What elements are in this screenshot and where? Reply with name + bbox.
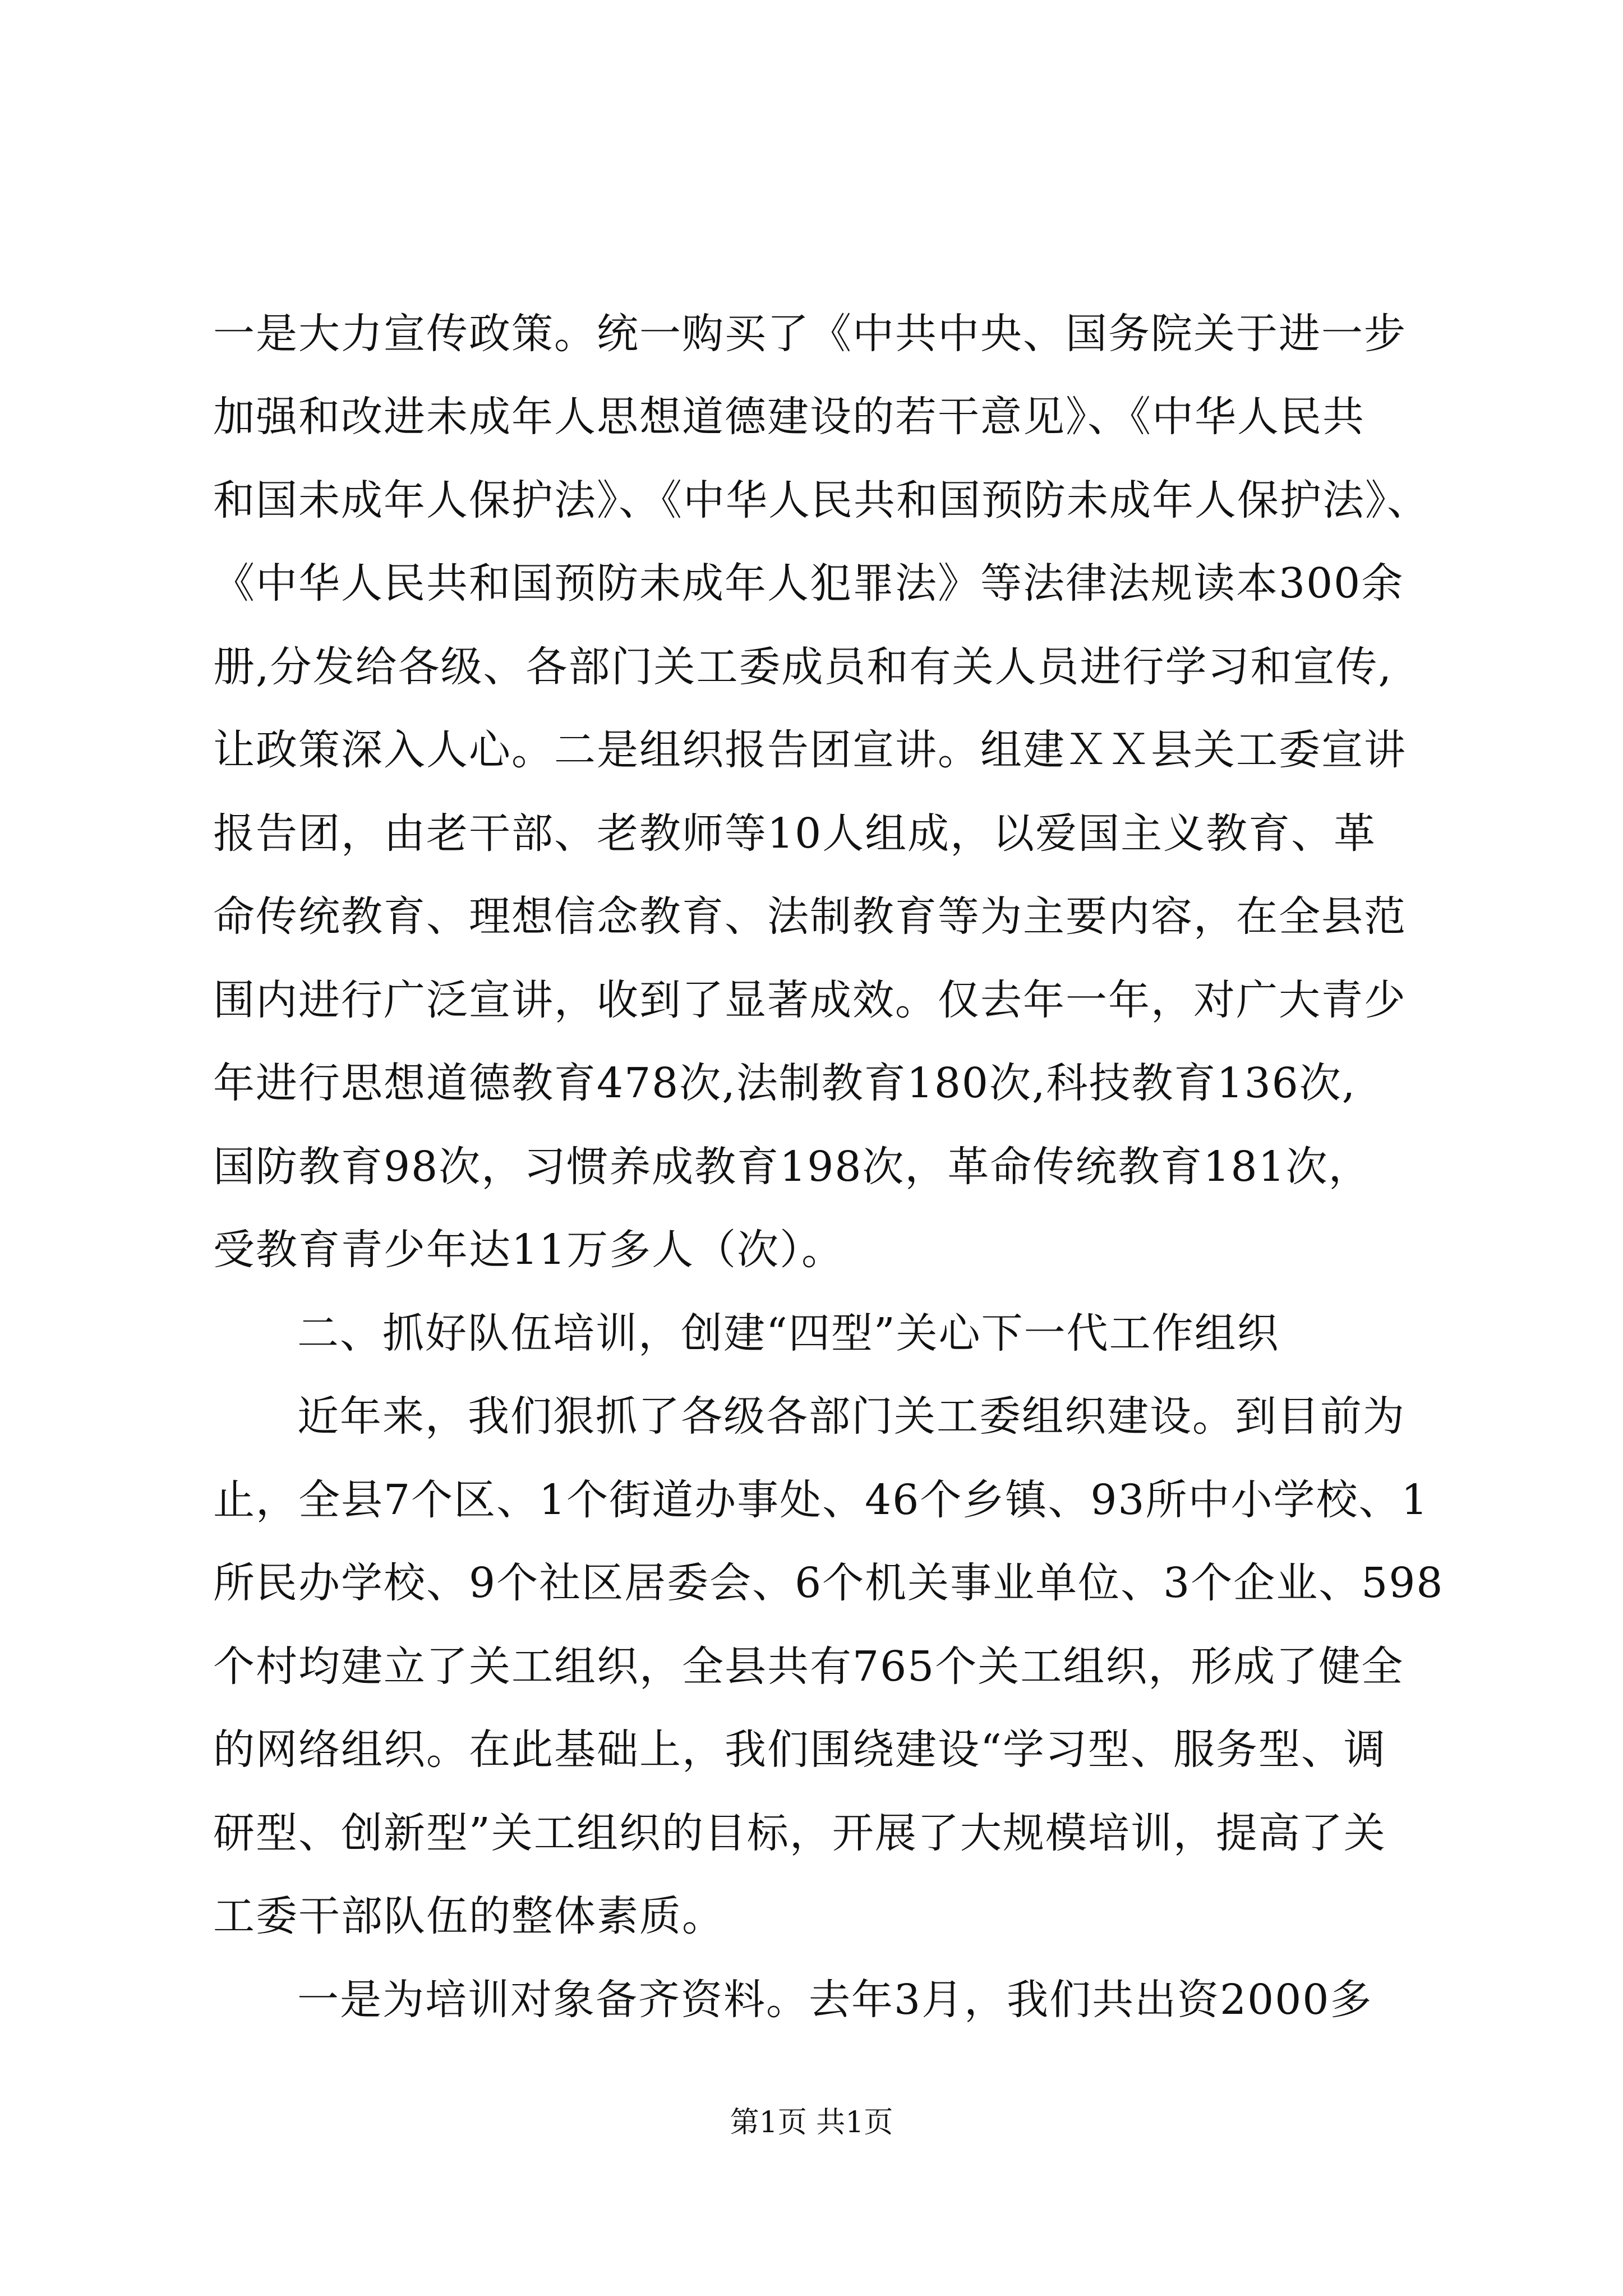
body-line: 让政策深入人心。二是组织报告团宣讲。组建ＸＸ县关工委宣讲 (213, 726, 1407, 774)
body-line: 围内进行广泛宣讲，收到了显著成效。仅去年一年，对广大青少 (213, 976, 1407, 1024)
paragraph-first-line: 近年来，我们狠抓了各级各部门关工委组织建设。到目前为 (297, 1392, 1405, 1441)
body-line: 研型、创新型”关工组织的目标，开展了大规模培训，提高了关 (213, 1809, 1386, 1857)
paragraph-first-line: 一是为培训对象备齐资料。去年3月，我们共出资2000多 (297, 1976, 1373, 2024)
body-line: 国防教育98次，习惯养成教育198次，革命传统教育181次， (213, 1143, 1371, 1191)
body-line: 所民办学校、9个社区居委会、6个机关事业单位、3个企业、598 (213, 1559, 1444, 1607)
body-line: 工委干部队伍的整体素质。 (213, 1892, 725, 1940)
body-line: 的网络组织。在此基础上，我们围绕建设“学习型、服务型、调 (213, 1726, 1386, 1774)
page-number-footer: 第1页 共1页 (730, 2106, 893, 2139)
body-line: 《中华人民共和国预防未成年人犯罪法》等法律法规读本300余 (213, 559, 1404, 608)
body-line: 报告团，由老干部、老教师等10人组成，以爱国主义教育、革 (213, 809, 1377, 858)
body-line: 止，全县7个区、1个街道办事处、46个乡镇、93所中小学校、1 (213, 1476, 1429, 1524)
section-heading: 二、抓好队伍培训，创建“四型”关心下一代工作组织 (297, 1309, 1280, 1358)
body-line: 命传统教育、理想信念教育、法制教育等为主要内容，在全县范 (213, 892, 1407, 941)
body-line: 受教育青少年达11万多人（次）。 (213, 1226, 845, 1274)
body-line: 一是大力宣传政策。统一购买了《中共中央、国务院关于进一步 (213, 310, 1407, 358)
body-line: 册,分发给各级、各部门关工委成员和有关人员进行学习和宣传, (213, 643, 1393, 691)
body-line: 和国未成年人保护法》、《中华人民共和国预防未成年人保护法》、 (213, 476, 1430, 524)
body-line: 年进行思想道德教育478次,法制教育180次,科技教育136次, (213, 1059, 1357, 1107)
body-line: 加强和改进未成年人思想道德建设的若干意见》、《中华人民共 (213, 393, 1365, 441)
body-line: 个村均建立了关工组织，全县共有765个关工组织，形成了健全 (213, 1642, 1404, 1691)
